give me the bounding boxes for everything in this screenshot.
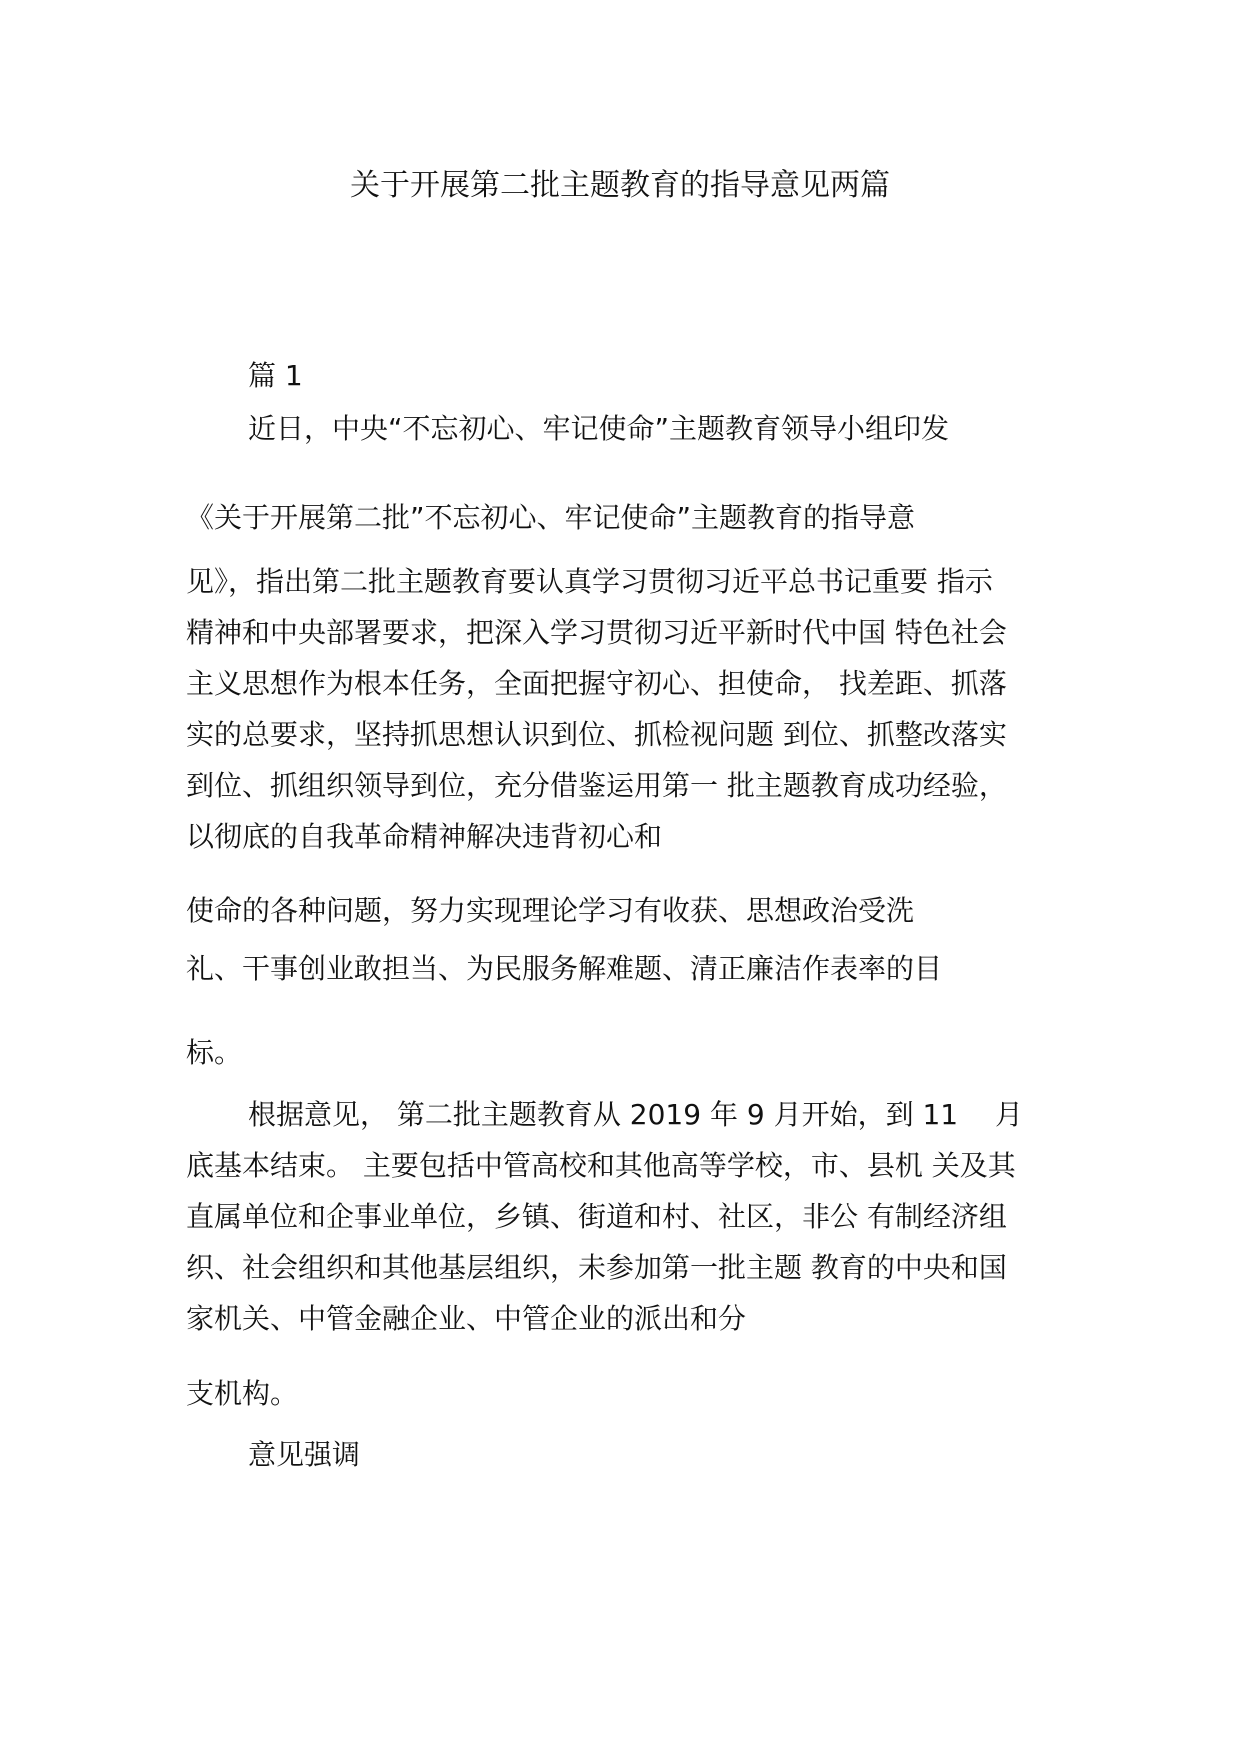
paragraph-line: 到位、抓组织领导到位，充分借鉴运用第一 批主题教育成功经验， — [186, 769, 1007, 802]
paragraph-line: 底基本结束。 主要包括中管高校和其他高等学校，市、县机 关及其 — [186, 1149, 1016, 1182]
section-heading: 篇 1 — [248, 359, 303, 392]
paragraph-line: 主义思想作为根本任务，全面把握守初心、担使命， 找差距、抓落 — [186, 667, 1007, 700]
paragraph-line: 以彻底的自我革命精神解决违背初心和 — [186, 820, 663, 853]
paragraph-line: 实的总要求，坚持抓思想认识到位、抓检视问题 到位、抓整改落实 — [186, 718, 1007, 751]
paragraph-line: 织、社会组织和其他基层组织，未参加第一批主题 教育的中央和国 — [186, 1251, 1007, 1284]
paragraph-line: 近日，中央“不忘初心、牢记使命”主题教育领导小组印发 — [248, 412, 950, 445]
paragraph-line: 根据意见， 第二批主题教育从 2019 年 9 月开始，到 11 月 — [248, 1098, 1024, 1131]
paragraph-line: 使命的各种问题，努力实现理论学习有收获、思想政治受洗 — [186, 894, 915, 927]
paragraph-line: 意见强调 — [248, 1438, 361, 1471]
paragraph-line: 支机构。 — [186, 1377, 299, 1410]
paragraph-line: 直属单位和企事业单位，乡镇、街道和村、社区，非公 有制经济组 — [186, 1200, 1007, 1233]
paragraph-line: 精神和中央部署要求，把深入学习贯彻习近平新时代中国 特色社会 — [186, 616, 1007, 649]
paragraph-line: 《关于开展第二批”不忘初心、牢记使命”主题教育的指导意 — [186, 501, 916, 534]
paragraph-line: 标。 — [186, 1036, 243, 1069]
paragraph-line: 见》，指出第二批主题教育要认真学习贯彻习近平总书记重要 指示 — [186, 565, 993, 598]
document-title: 关于开展第二批主题教育的指导意见两篇 — [350, 168, 890, 203]
paragraph-line: 家机关、中管金融企业、中管企业的派出和分 — [186, 1302, 747, 1335]
paragraph-line: 礼、干事创业敢担当、为民服务解难题、清正廉洁作表率的目 — [186, 952, 943, 985]
